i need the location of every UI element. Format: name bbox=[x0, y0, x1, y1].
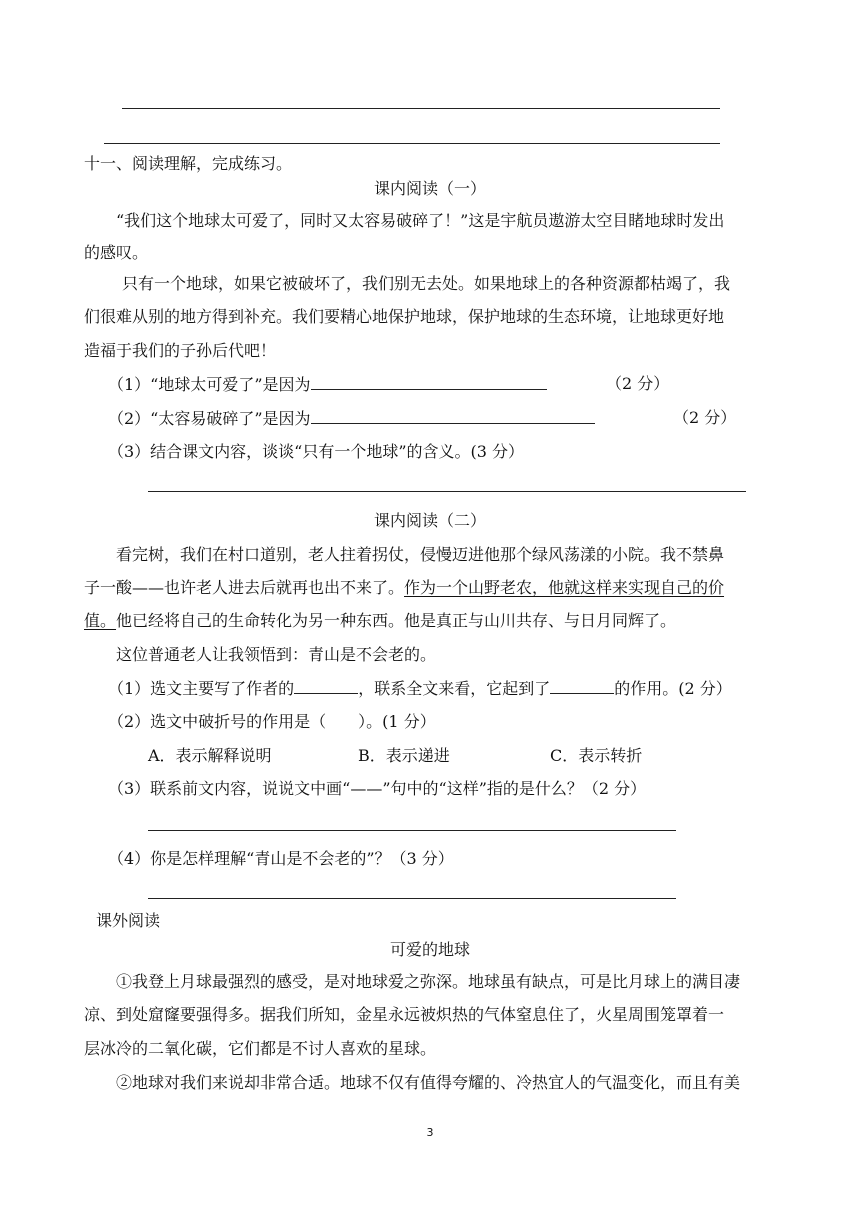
paragraph-line: 这位普通老人让我领悟到：青山是不会老的。 bbox=[116, 645, 437, 664]
option-a[interactable]: A．表示解释说明 bbox=[148, 746, 272, 765]
paragraph-line: 层冰冷的二氧化碳，它们都是不讨人喜欢的星球。 bbox=[84, 1039, 437, 1058]
paragraph-line: “我们这个地球太可爱了，同时又太容易破碎了！”这是宇航员遨游太空目睹地球时发出 bbox=[116, 211, 725, 230]
question-text: （2）“太容易破碎了”是因为 bbox=[108, 409, 311, 428]
question-1 bbox=[108, 374, 547, 395]
answer-line[interactable] bbox=[148, 491, 746, 492]
answer-blank[interactable] bbox=[311, 374, 547, 390]
paragraph-line: ②地球对我们来说却非常合适。地球不仅有值得夸耀的、冷热宜人的气温变化，而且有美 bbox=[116, 1073, 741, 1092]
answer-blank[interactable] bbox=[294, 678, 358, 694]
answer-line bbox=[104, 143, 720, 144]
question-3: （3）联系前文内容，说说文中画“——”句中的“这样”指的是什么？（2 分） bbox=[108, 779, 647, 798]
option-c[interactable]: C．表示转折 bbox=[550, 746, 643, 765]
answer-blank[interactable] bbox=[550, 678, 614, 694]
part1-title: 课内阅读（一） bbox=[373, 179, 486, 198]
paragraph-line bbox=[84, 611, 676, 631]
paragraph-line: 们很难从别的地方得到补充。我们要精心地保护地球，保护地球的生态环境，让地球更好地 bbox=[84, 307, 725, 326]
paragraph-line: 的感叹。 bbox=[84, 243, 149, 262]
question-score: （2 分） bbox=[606, 374, 670, 393]
question-3: （3）结合课文内容，谈谈“只有一个地球”的含义。(3 分） bbox=[108, 442, 525, 461]
question-2 bbox=[108, 408, 595, 429]
underlined-sentence: 值。 bbox=[84, 611, 117, 630]
paragraph-line bbox=[84, 578, 724, 598]
question-text: 的作用。(2 分） bbox=[614, 679, 732, 698]
paragraph-line: 看完树，我们在村口道别，老人拄着拐仗，侵慢迈进他那个绿风荡漾的小院。我不禁鼻 bbox=[116, 545, 725, 564]
question-score: （2 分） bbox=[673, 408, 737, 427]
underlined-sentence: 作为一个山野老农，他就这样来实现自己的价 bbox=[404, 578, 725, 597]
paragraph-line: ①我登上月球最强烈的感受，是对地球爱之弥深。地球虽有缺点，可是比月球上的满目凄 bbox=[116, 972, 741, 991]
question-4: （4）你是怎样理解“青山是不会老的”？（3 分） bbox=[108, 849, 454, 868]
answer-line bbox=[122, 108, 720, 109]
answer-line[interactable] bbox=[148, 898, 676, 899]
question-text: ，联系全文来看，它起到了 bbox=[358, 679, 551, 698]
answer-line[interactable] bbox=[148, 830, 676, 831]
question-text: （1）选文主要写了作者的 bbox=[108, 679, 295, 698]
part3-title: 可爱的地球 bbox=[389, 940, 470, 959]
answer-blank[interactable] bbox=[311, 408, 595, 424]
paragraph-line: 凉、到处窟窿要强得多。据我们所知，金星永远被炽热的气体窒息住了，火星周围笼罩着一 bbox=[84, 1005, 725, 1024]
question-2: （2）选文中破折号的作用是（ ）。(1 分） bbox=[108, 712, 436, 731]
option-b[interactable]: B．表示递进 bbox=[358, 746, 450, 765]
paragraph-line: 只有一个地球，如果它被破坏了，我们别无去处。如果地球上的各种资源都枯竭了，我 bbox=[122, 274, 731, 293]
question-text: （1）“地球太可爱了”是因为 bbox=[108, 375, 311, 394]
page-number: 3 bbox=[426, 1126, 434, 1139]
text-span: 他已经将自己的生命转化为另一种东西。他是真正与山川共存、与日月同辉了。 bbox=[116, 611, 677, 630]
paragraph-line: 造福于我们的子孙后代吧！ bbox=[84, 341, 277, 360]
text-span: 子一酸——也许老人进去后就再也出不来了。 bbox=[84, 578, 405, 597]
part2-title: 课内阅读（二） bbox=[373, 511, 486, 530]
section-heading: 十一、阅读理解，完成练习。 bbox=[84, 154, 293, 173]
part3-label: 课外阅读 bbox=[96, 911, 161, 930]
question-1 bbox=[108, 678, 732, 699]
